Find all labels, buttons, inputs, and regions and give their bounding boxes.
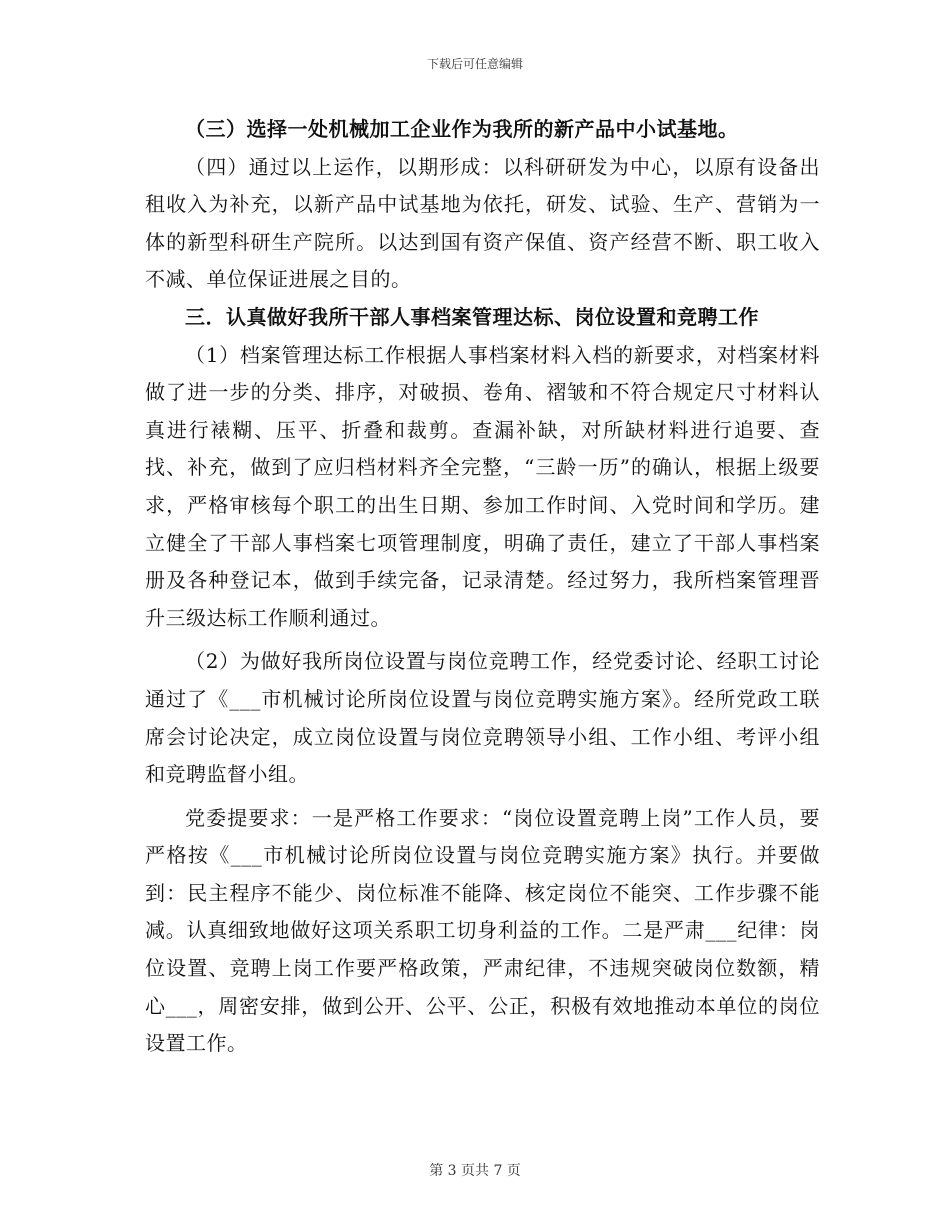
heading-section-three-sub: （三）选择一处机械加工企业作为我所的新产品中小试基地。 <box>185 117 739 141</box>
page-footer: 第 3 页共 7 页 <box>429 1163 521 1179</box>
paragraph-position-setting: （2）为做好我所岗位设置与岗位竞聘工作，经党委讨论、经职工讨论通过了《___市机械讨论所岗位设置与岗位竞聘实施方案》。经所党政工联席会讨论决定，成立岗位设置与岗位竞聘领导小组、工作小组、考评小组和竞聘监督小组。 <box>145 649 820 787</box>
heading-section-three: 三．认真做好我所干部人事档案管理达标、岗位设置和竞聘工作 <box>185 304 759 329</box>
paragraph-party-requirements: 党委提要求：一是严格工作要求：“岗位设置竞聘上岗”工作人员，要严格按《___市机械讨论所岗位设置与岗位竞聘实施方案》执行。并要做到：民主程序不能少、岗位标准不能降、核定岗位不能突、工作步骤不能减。认真细致地做好这项关系职工切身利益的工作。二是严肃___纪律：岗位设置、竞聘上岗工作要严格政策，严肃纪律，不违规突破岗位数额，精心___，周密安排，做到公开、公平、公正，积极有效地推动本单位的岗位设置工作。 <box>145 805 820 1056</box>
document-body <box>145 111 820 1063</box>
paragraph-section-four: （四）通过以上运作，以期形成：以科研研发为中心，以原有设备出租收入为补充，以新产品中试基地为依托，研发、试验、生产、营销为一体的新型科研生产院所。以达到国有资产保值、资产经营不断、职工收入不减、单位保证进展之目的。 <box>145 154 820 292</box>
page-header: 下载后可任意编辑 <box>426 57 523 71</box>
paragraph-archive-management: （1）档案管理达标工作根据人事档案材料入档的新要求，对档案材料做了进一步的分类、排序，对破损、卷角、褶皱和不符合规定尺寸材料认真进行裱糊、压平、折叠和裁剪。查漏补缺，对所缺材料进行追要、查找、补充，做到了应归档材料齐全完整，“三龄一历”的确认，根据上级要求，严格审核每个职工的出生日期、参加工作时间、入党时间和学历。建立健全了干部人事档案七项管理制度，明确了责任，建立了干部人事档案册及各种登记本，做到手续完备，记录清楚。经过努力，我所档案管理晋升三级达标工作顺利通过。 <box>145 342 820 630</box>
